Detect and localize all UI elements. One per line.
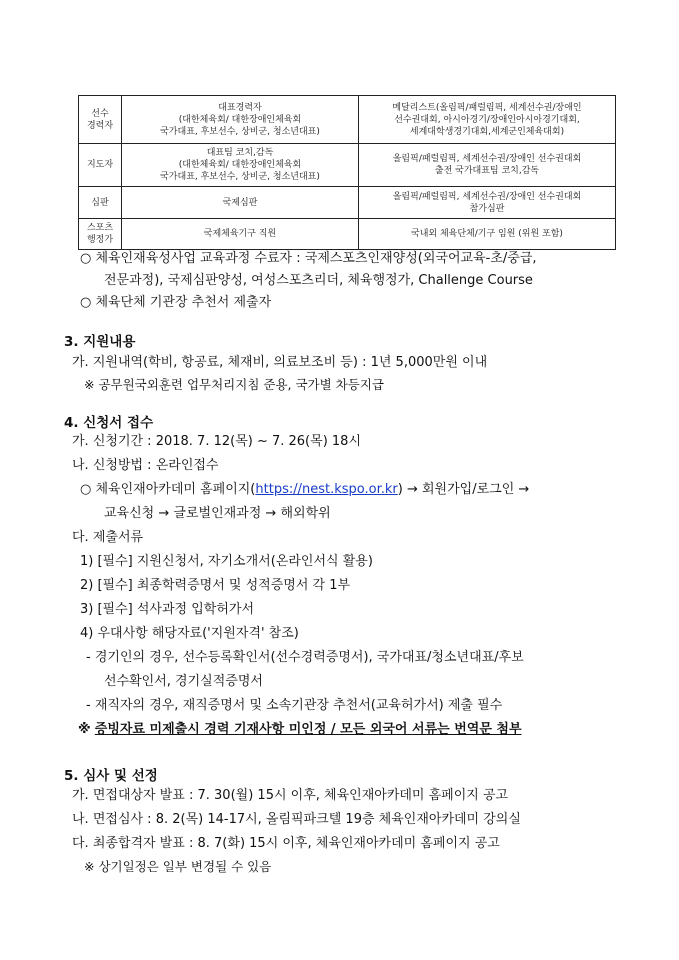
list-item: 가. 면접대상자 발표 : 7. 30(월) 15시 이후, 체육인재아카데미 홈페이지 공고 <box>72 788 509 803</box>
table-cell: 대표경력자 (대한체육회/ 대한장애인체육회 국가대표, 후보선수, 상비군, 청소년대표) <box>122 96 359 144</box>
table-cell: 메달리스트(올림픽/패럴림픽, 세계선수권/장애인 선수권대회, 아시아경기/장애인아시아경기대회, 세계대학생경기대회,세계군인체육대회) <box>359 96 616 144</box>
warning-mark: ※ <box>78 722 91 737</box>
list-item: 3) [필수] 석사과정 입학허가서 <box>80 602 255 617</box>
table-cell: 심판 <box>79 187 122 219</box>
table-cell: 올림픽/패럴림픽, 세계선수권/장애인 선수권대회 참가심판 <box>359 187 616 219</box>
table-cell: 올림픽/패럴림픽, 세계선수권/장애인 선수권대회 출전 국가대표팀 코치,감독 <box>359 144 616 187</box>
table-row <box>79 96 616 144</box>
qualification-table <box>78 95 616 250</box>
list-item: 다. 최종합격자 발표 : 8. 7(화) 15시 이후, 체육인재아카데미 홈페이지 공고 <box>72 836 500 851</box>
table-cell: 선수 경력자 <box>79 96 122 144</box>
note-text: ※ 상기일정은 일부 변경될 수 있음 <box>84 859 272 874</box>
list-item: 전문과정), 국제심판양성, 여성스포츠리더, 체육행정가, Challenge Course <box>104 273 533 288</box>
note-text: ※ 공무원국외훈련 업무처리지침 준용, 국가별 차등지급 <box>84 377 384 392</box>
section-heading: 5. 심사 및 선정 <box>64 768 158 784</box>
list-item: 나. 신청방법 : 온라인접수 <box>72 458 219 473</box>
list-item: 다. 제출서류 <box>72 530 144 545</box>
site-suffix: ) → 회원가입/로그인 → <box>397 482 530 497</box>
list-item <box>80 481 529 499</box>
table-cell: 국내외 체육단체/기구 임원 (위원 포함) <box>359 219 616 250</box>
list-item: - 경기인의 경우, 선수등록확인서(선수경력증명서), 국가대표/청소년대표/후보 <box>86 650 524 665</box>
table-row <box>79 144 616 187</box>
list-item: 1) [필수] 지원신청서, 자기소개서(온라인서식 활용) <box>80 554 373 569</box>
list-item: 교육신청 → 글로벌인재과정 → 해외학위 <box>104 506 331 521</box>
list-item: ○ 체육인재육성사업 교육과정 수료자 : 국제스포츠인재양성(외국어교육-초/중급, <box>80 251 537 266</box>
table-cell: 국제체육기구 직원 <box>122 219 359 250</box>
table-row <box>79 187 616 219</box>
section-heading: 3. 지원내용 <box>64 334 136 350</box>
list-item: ○ 체육단체 기관장 추천서 제출자 <box>80 295 272 310</box>
section-heading: 4. 신청서 접수 <box>64 415 154 431</box>
website-link[interactable]: https://nest.kspo.or.kr <box>255 482 398 497</box>
list-item: 2) [필수] 최종학력증명서 및 성적증명서 각 1부 <box>80 578 351 593</box>
list-item: 선수확인서, 경기실적증명서 <box>104 674 263 689</box>
list-item: 나. 면접심사 : 8. 2(목) 14-17시, 올림픽파크텔 19층 체육인재아카데미 강의실 <box>72 812 521 827</box>
table-cell: 스포츠 행정가 <box>79 219 122 250</box>
list-item: 4) 우대사항 해당자료('지원자격' 참조) <box>80 626 299 641</box>
list-item: 가. 지원내역(학비, 항공료, 체재비, 의료보조비 등) : 1년 5,000만원 이내 <box>72 355 488 370</box>
list-item: - 재직자의 경우, 재직증명서 및 소속기관장 추천서(교육허가서) 제출 필수 <box>86 698 503 713</box>
table-row <box>79 219 616 250</box>
table-cell: 지도자 <box>79 144 122 187</box>
list-item: 가. 신청기간 : 2018. 7. 12(목) ~ 7. 26(목) 18시 <box>72 434 361 449</box>
table-cell: 대표팀 코치,감독 (대한체육회/ 대한장애인체육회 국가대표, 후보선수, 상비군, 청소년대표) <box>122 144 359 187</box>
warning-text: 증빙자료 미제출시 경력 기재사항 미인정 / 모든 외국어 서류는 번역문 첨부 <box>94 722 522 737</box>
warning-note <box>78 721 522 739</box>
table-cell: 국제심판 <box>122 187 359 219</box>
site-prefix: ○ 체육인재아카데미 홈페이지( <box>80 482 256 497</box>
